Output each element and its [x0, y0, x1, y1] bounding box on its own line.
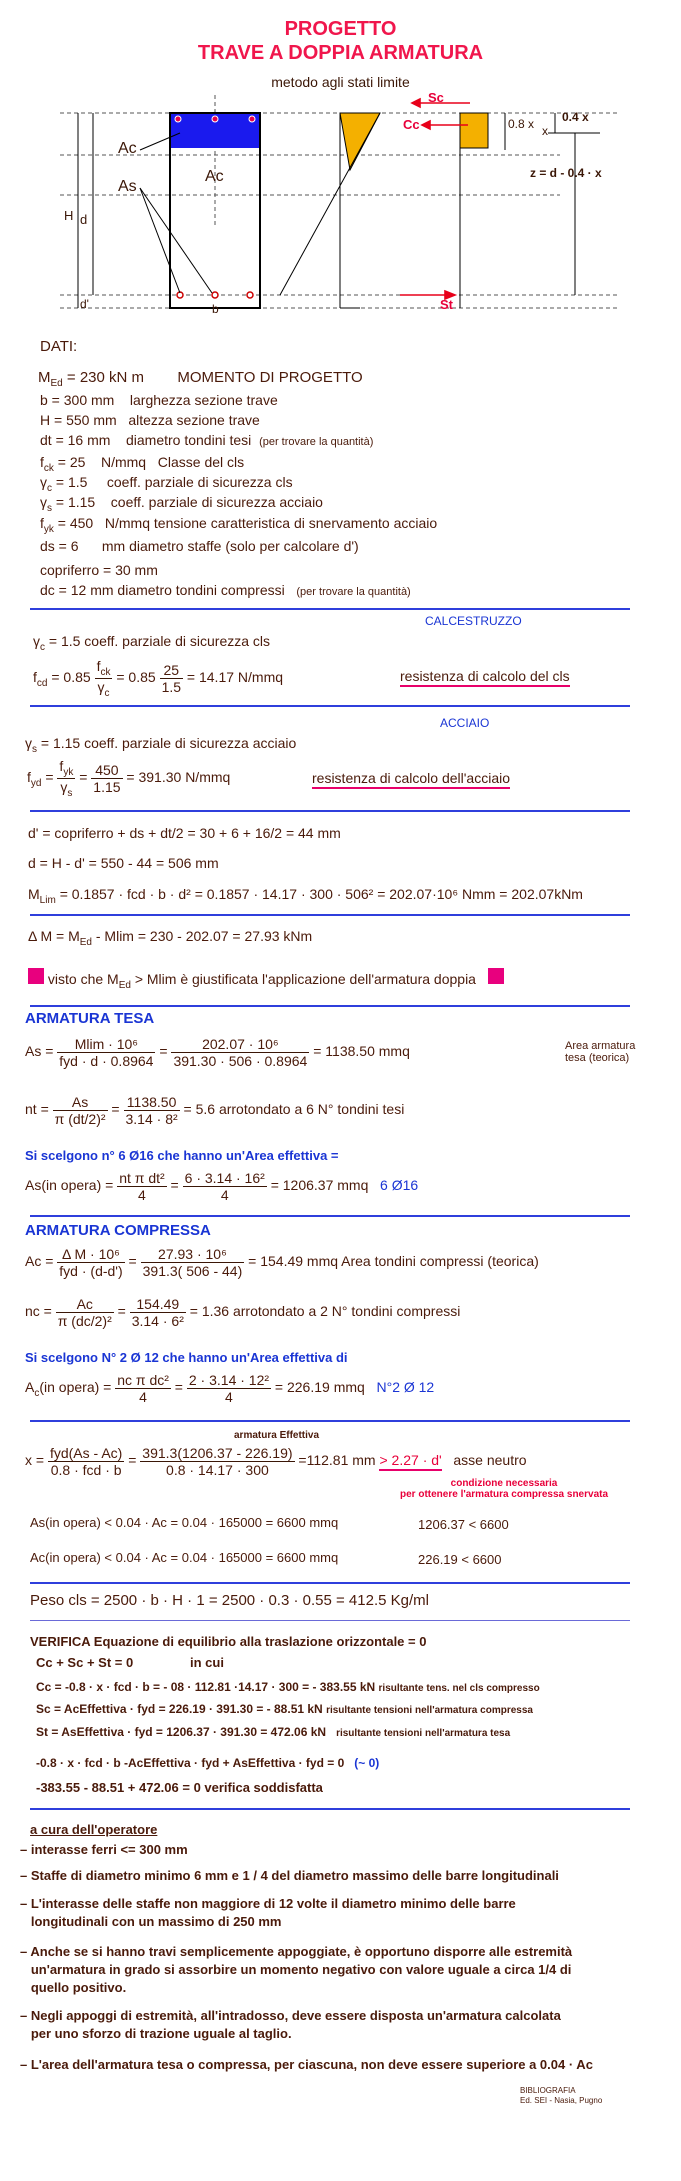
operatore-bullet-3: – L'interasse delle staffe non maggiore di 12 volte il diametro minimo delle barre longitudinali con un massimo di 250 mm [20, 1896, 516, 1929]
divider [30, 1582, 630, 1584]
tesa-scelgono: Si scelgono n° 6 Ø16 che hanno un'Area effettiva = [25, 1148, 339, 1163]
calcestruzzo-gamma: $\gamma_c = 1.5$ coeff. parziale di sicurezza cls [33, 633, 271, 653]
diagram-08x: 0.8 x [508, 117, 535, 131]
dati-heading: DATI: [40, 338, 78, 355]
diagram-cc: Cc [403, 117, 420, 132]
operatore-bullet-6: – L'area dell'armatura tesa o compressa, per ciascuna, non deve essere superiore a 0.04 · Ac [20, 2057, 593, 2072]
verifica-res: -383.55 - 88.51 + 472.06 = 0 verifica soddisfatta [36, 1780, 323, 1795]
as-check: As(in opera) < 0.04 · Ac = 0.04 · 165000 = 6600 mmq [30, 1515, 339, 1530]
operatore-bullet-5: – Negli appoggi di estremità, all'intradosso, deve essere disposta un'armatura calcolata per uno sforzo di trazione uguale al taglio. [20, 2008, 561, 2041]
divider [30, 1420, 630, 1422]
diagram-dprime: d' [80, 297, 89, 311]
verifica-heading: VERIFICA Equazione di equilibrio alla traslazione orizzontale = 0 [30, 1634, 427, 1649]
mlim-calc: $M_{Lim} = 0.1857$ · fcd · b · d² = 0.1857 · 14.17 · 300 · 506² = 202.07·10⁶ Nmm = 202.07kNm [28, 886, 583, 906]
divider [30, 705, 630, 707]
diagram-b: b [212, 302, 219, 316]
verifica-cc: Cc = -0.8 · x · fcd · b = - 08 · 112.81 ·14.17 · 300 = - 383.55 kN risultante tens. nel cls compresso [36, 1680, 540, 1694]
dati-fyk: $f_{yk} = 450$ N/mmq tensione caratteristica di snervamento acciaio [40, 515, 438, 535]
as-opera-formula: As(in opera) = $\frac{\text{nt π dt²}}{4}$ = $\frac{\text{6 · 3.14 · 16²}}{4}$ = 1206.37 mmq 6 Ø16 [25, 1170, 419, 1203]
nt-formula: nt = $\frac{As}{\text{π (dt/2)²}}$ = $\frac{1138.50}{\text{3.14 · 8²}}$ = 5.6 arrotondato a 6 N° tondini tesi [25, 1094, 405, 1127]
fyd-description: resistenza di calcolo dell'acciaio [312, 770, 510, 789]
diagram-04x: 0.4 x [562, 110, 589, 124]
diagram-z: z = d - 0.4 · x [530, 166, 602, 180]
diagram-ac-left: Ac [118, 140, 137, 157]
diagram-d: d [80, 212, 88, 227]
verifica-eq: Cc + Sc + St = 0 [36, 1655, 134, 1670]
dati-b: b = 300 mm larghezza sezione trave [40, 392, 278, 408]
calcestruzzo-heading: CALCESTRUZZO [425, 614, 522, 628]
pink-square-icon [488, 968, 504, 984]
ac-compare: 226.19 < 6600 [418, 1552, 502, 1567]
asse-tag: armatura Effettiva [234, 1430, 320, 1441]
page-title: PROGETTO [284, 18, 397, 40]
fcd-description: resistenza di calcolo del cls [400, 668, 570, 687]
operatore-bullet-1: – interasse ferri <= 300 mm [20, 1842, 188, 1857]
verifica-sc: Sc = AcEffettiva · fyd = 226.19 · 391.30 = - 88.51 kN risultante tensioni nell'armatura compressa [36, 1702, 533, 1716]
compressa-heading: ARMATURA COMPRESSA [25, 1222, 211, 1239]
nc-formula: nc = $\frac{Ac}{\text{π (dc/2)²}}$ = $\frac{154.49}{\text{3.14 · 6²}}$ = 1.36 arrotondato a 2 N° tondini compressi [25, 1296, 461, 1329]
verifica-sum: -0.8 · x · fcd · b -AcEffettiva · fyd + AsEffettiva · fyd = 0 (~ 0) [36, 1756, 380, 1770]
verifica-incui: in cui [190, 1655, 224, 1670]
diagram-sc: Sc [428, 90, 444, 105]
x-formula: x = $\frac{\text{fyd(As - Ac)}}{\text{0.8 · fcd · b}}$ = $\frac{391.3(1206.37 - 226.19)}{0.8 \cdot 14.17 \cdot 300}$ =112.81 mm > 2.27 · d' asse neutro [25, 1445, 527, 1478]
asse-note: condizione necessaria per ottenere l'armatura compressa snervata [400, 1478, 609, 1500]
divider [30, 1620, 630, 1621]
acciaio-gamma: $\gamma_s = 1.15$ coeff. parziale di sicurezza acciaio [25, 735, 297, 755]
bibliografia: BIBLIOGRAFIA Ed. SEI - Nasia, Pugno [520, 2086, 603, 2105]
ac-check: Ac(in opera) < 0.04 · Ac = 0.04 · 165000 = 6600 mmq [30, 1550, 339, 1565]
peso-cls: Peso cls = 2500 · b · H · 1 = 2500 · 0.3 · 0.55 = 412.5 Kg/ml [30, 1592, 429, 1609]
dati-dc: dc = 12 mm diametro tondini compressi (per trovare la quantità) [40, 582, 411, 598]
divider [30, 608, 630, 610]
dati-h: H = 550 mm altezza sezione trave [40, 412, 260, 428]
verifica-st: St = AsEffettiva · fyd = 1206.37 · 391.30 = 472.06 kN risultante tensioni nell'armatura tesa [36, 1725, 511, 1739]
diagram-x: x [542, 124, 548, 138]
operatore-heading: a cura dell'operatore [30, 1822, 158, 1837]
ac-opera-formula: $A_c(in$ opera) = $\frac{\text{nc π dc²}}{4}$ = $\frac{\text{2 · 3.14 · 12²}}{4}$ = 226.19 mmq N°2 Ø 12 [25, 1372, 435, 1405]
delta-m-calc: Δ $M = M_{Ed} - Mlim = 230 - 202.07 = 27.93$ kNm [28, 928, 313, 948]
as-compare: 1206.37 < 6600 [418, 1517, 509, 1532]
divider [30, 1215, 630, 1217]
page-subtitle: metodo agli stati limite [271, 74, 410, 90]
pink-square-icon [28, 968, 44, 984]
dati-gamma-s: $\gamma_s = 1.15$ coeff. parziale di sicurezza acciaio [40, 494, 323, 514]
diagram-st: St [440, 297, 453, 312]
ac-formula: Ac = $\frac{\text{Δ M · 10⁶}}{\text{fyd · (d-d')}}$ = $\frac{\text{27.93 · 10⁶}}{391.3( 506 - 44)}$ = 154.49 mmq Area tondini compressi (teorica) [25, 1246, 539, 1279]
acciaio-heading: ACCIAIO [440, 716, 490, 730]
visto-che: visto che $M_{Ed} > Mlim$ è giustificata l'applicazione dell'armatura doppia [28, 968, 504, 991]
divider [30, 1808, 630, 1810]
divider [30, 810, 630, 812]
page-title-line2: TRAVE A DOPPIA ARMATURA [197, 42, 484, 64]
fyd-formula: $f_{yd}$ = $\frac{f_{yk}}{\gamma_s}$ = $\frac{450}{1.15}$ = 391.30 N/mmq [27, 758, 231, 799]
operatore-bullet-4: – Anche se si hanno travi semplicemente appoggiate, è opportuno disporre alle estremità un'armatura in grado si assorbire un momento negativo con valore uguale a circa 1/4 di quello positivo. [20, 1944, 573, 1995]
beam-section-diagram [0, 95, 681, 320]
compressa-scelgono: Si scelgono N° 2 Ø 12 che hanno un'Area effettiva di [25, 1350, 348, 1365]
d-calc: d = H - d' = 550 - 44 = 506 mm [28, 855, 219, 871]
diagram-as: As [118, 178, 137, 195]
as-formula: As = $\frac{\text{Mlim · 10⁶}}{\text{fyd · d · 0.8964}}$ = $\frac{\text{202.07 · 10⁶}}{391.30 \cdot 506 \cdot 0.8964}$ = 1138.50 mmq [25, 1036, 410, 1069]
dati-dt: dt = 16 mm diametro tondini tesi (per trovare la quantità) [40, 432, 374, 448]
dprime-calc: d' = copriferro + ds + dt/2 = 30 + 6 + 16/2 = 44 mm [28, 825, 341, 841]
divider [30, 1005, 630, 1007]
dati-fck: $f_{ck} = 25$ N/mmq Classe del cls [40, 454, 245, 474]
as-note: Area armatura tesa (teorica) [565, 1040, 636, 1064]
divider [30, 914, 630, 916]
diagram-ac-center: Ac [205, 168, 224, 185]
dati-ds: ds = 6 mm diametro staffe (solo per calcolare d') [40, 538, 359, 554]
diagram-h: H [64, 208, 74, 223]
operatore-bullet-2: – Staffe di diametro minimo 6 mm e 1 / 4 del diametro massimo delle barre longitudinali [20, 1868, 559, 1883]
stress-block [460, 113, 488, 148]
dati-copriferro: copriferro = 30 mm [40, 562, 158, 578]
tesa-heading: ARMATURA TESA [25, 1010, 155, 1027]
dati-med: $M_{Ed} = 230$ kN m MOMENTO DI PROGETTO [38, 369, 363, 389]
dati-gamma-c: $\gamma_c = 1.5$ coeff. parziale di sicurezza cls [40, 474, 293, 494]
fcd-formula: $f_{cd} = 0.85$ $\frac{f_{ck}}{\gamma_c}$ = 0.85 $\frac{25}{1.5}$ = 14.17 N/mmq [33, 658, 284, 699]
